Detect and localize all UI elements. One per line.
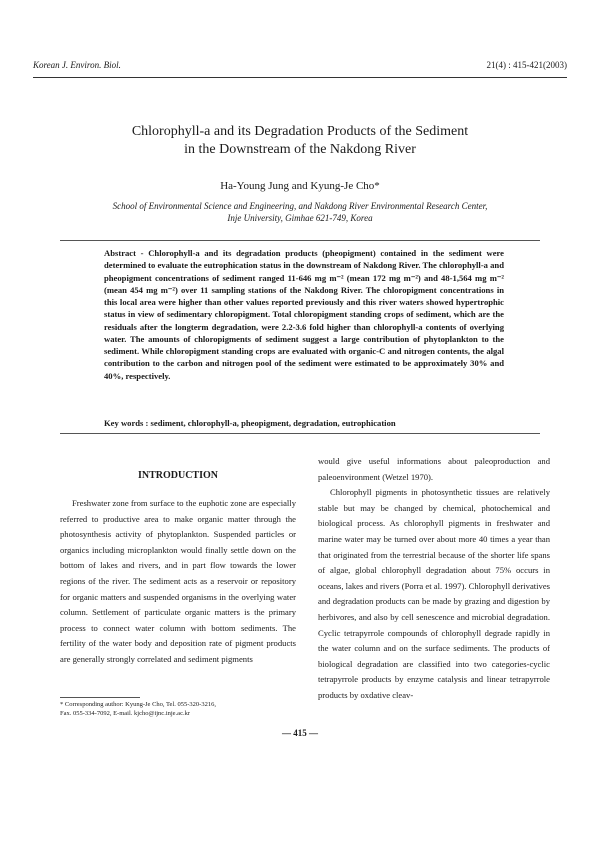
keywords: Key words : sediment, chlorophyll-a, pheopigment, degradation, eutrophication [104, 418, 396, 428]
affiliation-line-2: Inje University, Gimhae 621-749, Korea [227, 213, 373, 223]
volume-info: 21(4) : 415-421(2003) [486, 60, 567, 70]
abstract-bottom-rule [60, 433, 540, 434]
section-heading-introduction: INTRODUCTION [137, 470, 218, 481]
title-line-2: in the Downstream of the Nakdong River [184, 142, 416, 157]
running-header [33, 60, 567, 74]
intro-paragraph-2: Chlorophyll pigments in photosynthetic tissues are relatively stable but may be changed by chemical, photochemical and biological process. As chlorophyll pigments in freshwater and marine water may be turned over about more 40 times a year than that originated from the terrestrial because of the shorter life spans of algae, global chlorophyll degradation about 75% occurs in oceans, lakes and rivers (Porra et al. 1997). Chlorophyll derivatives and degradation products can be made by grazing and digestion by herbivores, and also by cell senescence and microbial degradation. Cyclic tetrapyrrole compounds of chlorophyll degrade rapidly in the water column and on the surface sediments. The products of biological degradation are classified into two categories-cyclic tetrapyrrole products by enzyme catalysis and linear tetrapyrrole products by oxdative cleav- [318, 487, 550, 700]
footnote-rule [60, 697, 140, 698]
authors: Ha-Young Jung and Kyung-Je Cho* [220, 180, 380, 192]
intro-paragraph-continued: would give useful informations about paleoproduction and paleoenvironment (Wetzel 1970). [318, 456, 550, 482]
abstract-top-rule [60, 240, 540, 241]
footnote [60, 700, 300, 718]
footnote-line-1: * Corresponding author: Kyung-Je Cho, Tel. 055-320-3216, [60, 701, 216, 708]
header-rule [33, 77, 567, 78]
journal-name: Korean J. Environ. Biol. [33, 60, 121, 70]
affiliation-line-1: School of Environmental Science and Engineering, and Nakdong River Environmental Research Center, [112, 201, 488, 211]
intro-paragraph-1: Freshwater zone from surface to the euphotic zone are especially referred to productive area to make organic matter through the photosynthesis activity of phytoplankton. Suspended particles or organics including microplankton would finally settle down on the bottom of lakes and rivers, and in part flow towards the lower regions of the river. The sediment acts as a reservoir or repository for organic matters and suspended organisms in the overlying water column. Settlement of particulate organic matters is the primary process to connect water column with bottom sediments. The fertility of the water body and deposition rate of pigment products are generally strongly correlated and sediment pigments [60, 498, 296, 664]
page-number: — 415 — [282, 728, 318, 738]
footnote-line-2: Fax. 055-334-7092, E-mail. kjcho@ijnc.inje.ac.kr [60, 710, 190, 717]
left-column [60, 496, 296, 668]
abstract: Abstract - Chlorophyll-a and its degradation products (pheopigment) contained in the sediment were determined to evaluate the eutrophication status in the downstream of Nakdong River. The chlorophyll-a and pheopigment concentrations of sediment ranged 11-646 mg m⁻² (mean 172 mg m⁻²) and 48-1,564 mg m⁻² (mean 454 mg m⁻²) over 11 sampling stations of the Nakdong River. The chloropigment concentrations in this local area were higher than other values reported previously and this river waters showed hypertrophic status in view of sedimentary chloropigment. Total chloropigment standing crops of sediment, which are the residuals after the longterm degradation, were 2.2-3.6 fold higher than chlorophyll-a contents of overlying water. The amounts of chloropigments of sediment suggest a large contribution of phytoplankton to the sediment. While chloropigment standing crops are evaluated with organic-C and nitrogen contents, the algal contribution to the carbon and nitrogen pool of the sediment were estimated to be approximately 30% and 40%, respectively. [104, 248, 504, 381]
right-column [318, 454, 550, 704]
title-line-1: Chlorophyll-a and its Degradation Products of the Sediment [131, 124, 469, 139]
paper-title [60, 123, 540, 159]
affiliation [60, 200, 540, 224]
